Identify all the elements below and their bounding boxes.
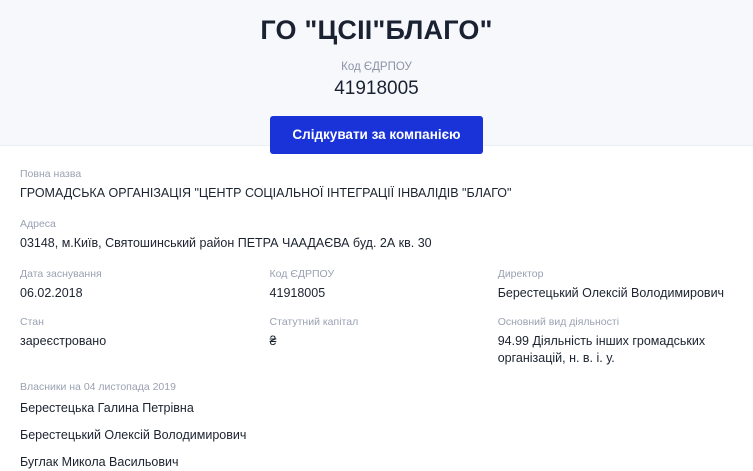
status-field (20, 316, 270, 367)
director-value: Берестецький Олексій Володимирович (497, 286, 725, 300)
list-item: Берестецька Галина Петрівна (20, 401, 194, 415)
director-label: Директор (497, 268, 544, 280)
capital-label: Статутний капітал (269, 316, 359, 328)
activity-label: Основний вид діяльності (497, 316, 620, 328)
address-field (20, 218, 733, 252)
address-value: 03148, м.Київ, Святошинський район ПЕТРА ЧААДАЄВА буд. 2А кв. 30 (20, 236, 432, 250)
founded-field (20, 268, 270, 302)
activity-field (498, 316, 733, 367)
activity-value: 94.99 Діяльність інших громадських організацій, н. в. і. у. (497, 334, 706, 365)
full-name-row (20, 168, 733, 202)
owners-section (20, 381, 733, 471)
edrpou-field (270, 268, 498, 302)
capital-field (270, 316, 498, 367)
owners-label: Власники на 04 листопада 2019 (20, 381, 176, 393)
status-row (20, 316, 733, 367)
status-value: зареєстровано (20, 334, 107, 348)
full-name-field (20, 168, 733, 202)
edrpou-label: Код ЄДРПОУ (269, 268, 335, 280)
company-details (0, 146, 753, 471)
founded-value: 06.02.2018 (20, 286, 83, 300)
director-field (498, 268, 733, 302)
capital-value: ₴ (269, 334, 277, 348)
page-title: ГО "ЦСІІ"БЛАГО" (260, 15, 493, 45)
status-label: Стан (20, 316, 44, 328)
founded-label: Дата заснування (20, 268, 102, 280)
full-name-value: ГРОМАДСЬКА ОРГАНІЗАЦІЯ "ЦЕНТР СОЦІАЛЬНОЇ ІНТЕГРАЦІЇ ІНВАЛІДІВ "БЛАГО" (20, 186, 512, 200)
address-label: Адреса (20, 218, 56, 230)
edrpou-value: 41918005 (269, 286, 326, 300)
list-item: Берестецький Олексій Володимирович (20, 428, 247, 442)
list-item: Буглак Микола Васильович (20, 455, 179, 469)
company-hero (0, 0, 753, 146)
hero-edrpou-label: Код ЄДРПОУ (341, 61, 412, 73)
hero-edrpou-value: 41918005 (334, 78, 419, 99)
full-name-label: Повна назва (20, 168, 82, 180)
follow-company-button[interactable]: Слідкувати за компанією (270, 116, 482, 154)
address-row (20, 218, 733, 252)
registration-row (20, 268, 733, 302)
